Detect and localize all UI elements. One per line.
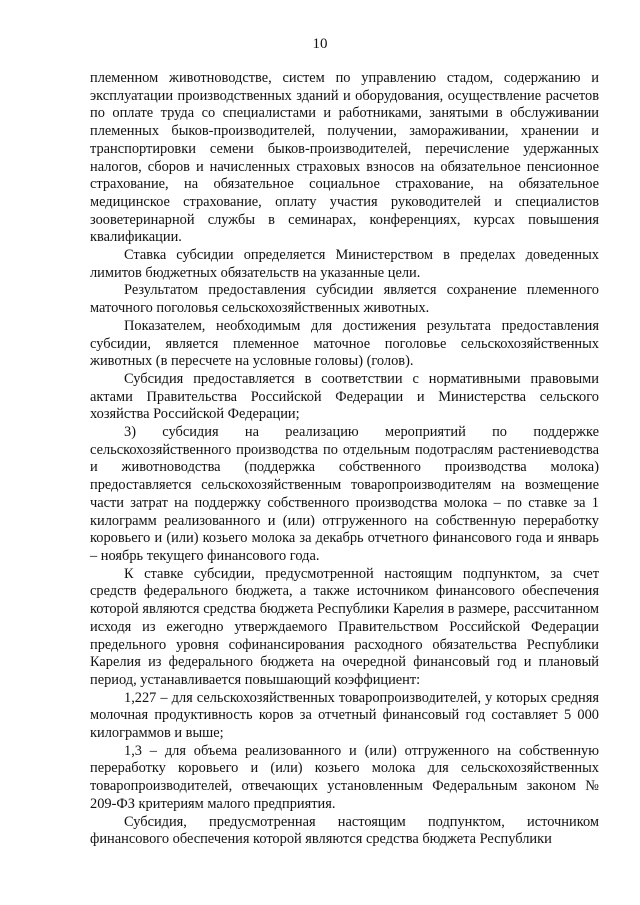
paragraph-subsidy-rate: Ставка субсидии определяется Министерством в пределах доведенных лимитов бюджетных обязательств на указанные цели. (90, 247, 599, 281)
paragraph-legal-basis: Субсидия предоставляется в соответствии с нормативными правовыми актами Правительства Российской Федерации и Министерства сельского хозяйства Российской Федерации; (90, 370, 599, 423)
paragraph-coefficient-13: 1,3 – для объема реализованного и (или) отгруженного на собственную переработку коровьего и (или) козьего молока для сельскохозяйственных товаропроизводителей, отвечающих установленным Федеральным законом № 209-ФЗ критериям малого предприятия. (90, 742, 599, 812)
paragraph-result: Результатом предоставления субсидии является сохранение племенного маточного поголовья сельскохозяйственных животных. (90, 282, 599, 317)
paragraph-continuation: племенном животноводстве, систем по управлению стадом, содержанию и эксплуатации производственных зданий и оборудования, осуществление расчетов по оплате труда со специалистами и работниками, занятыми в обслуживании племенных быков-производителей, получении, замораживании, хранении и транспортировки семени быков-производителей, перечисление удержанных налогов, сборов и начисленных страховых взносов на обязательное пенсионное страхование, на обязательное социальное страхование, на обязательное медицинское страхование, оплату участия руководителей и специалистов зооветеринарной службы в семинарах, конференциях, курсах повышения квалификации. (90, 70, 599, 246)
paragraph-coefficient-intro: К ставке субсидии, предусмотренной настоящим подпунктом, за счет средств федерального бюджета, а также источником финансового обеспечения которой являются средства бюджета Республики Карелия в размере, рассчитанном исходя из ежегодно утверждаемого Правительством Российской Федерации предельного уровня софинансирования расходного обязательства Республики Карелия из федерального бюджета на очередной финансовый год и плановый период, устанавливается повышающий коэффициент: (90, 565, 599, 688)
paragraph-funding-source: Субсидия, предусмотренная настоящим подпунктом, источником финансового обеспечения которой являются средства бюджета Республики (90, 813, 599, 848)
paragraph-item-3: 3) субсидия на реализацию мероприятий по поддержке сельскохозяйственного производства по отдельным подотраслям растениеводства и животноводства (поддержка собственного производства молока) предоставляется сельскохозяйственным товаропроизводителям на возмещение части затрат на поддержку собственного производства молока – по ставке за 1 килограмм реализованного и (или) отгруженного на собственную переработку коровьего и (или) козьего молока за декабрь отчетного финансового года и январь – ноябрь текущего финансового года. (90, 424, 599, 564)
document-body (90, 70, 599, 849)
paragraph-indicator: Показателем, необходимым для достижения результата предоставления субсидии, является племенное маточное поголовье сельскохозяйственных животных (в пересчете на условные головы) (голов). (90, 317, 599, 370)
page-number: 10 (312, 36, 328, 52)
paragraph-coefficient-1227: 1,227 – для сельскохозяйственных товаропроизводителей, у которых средняя молочная продуктивность коров за отчетный финансовый год составляет 5 000 килограммов и выше; (90, 689, 599, 742)
